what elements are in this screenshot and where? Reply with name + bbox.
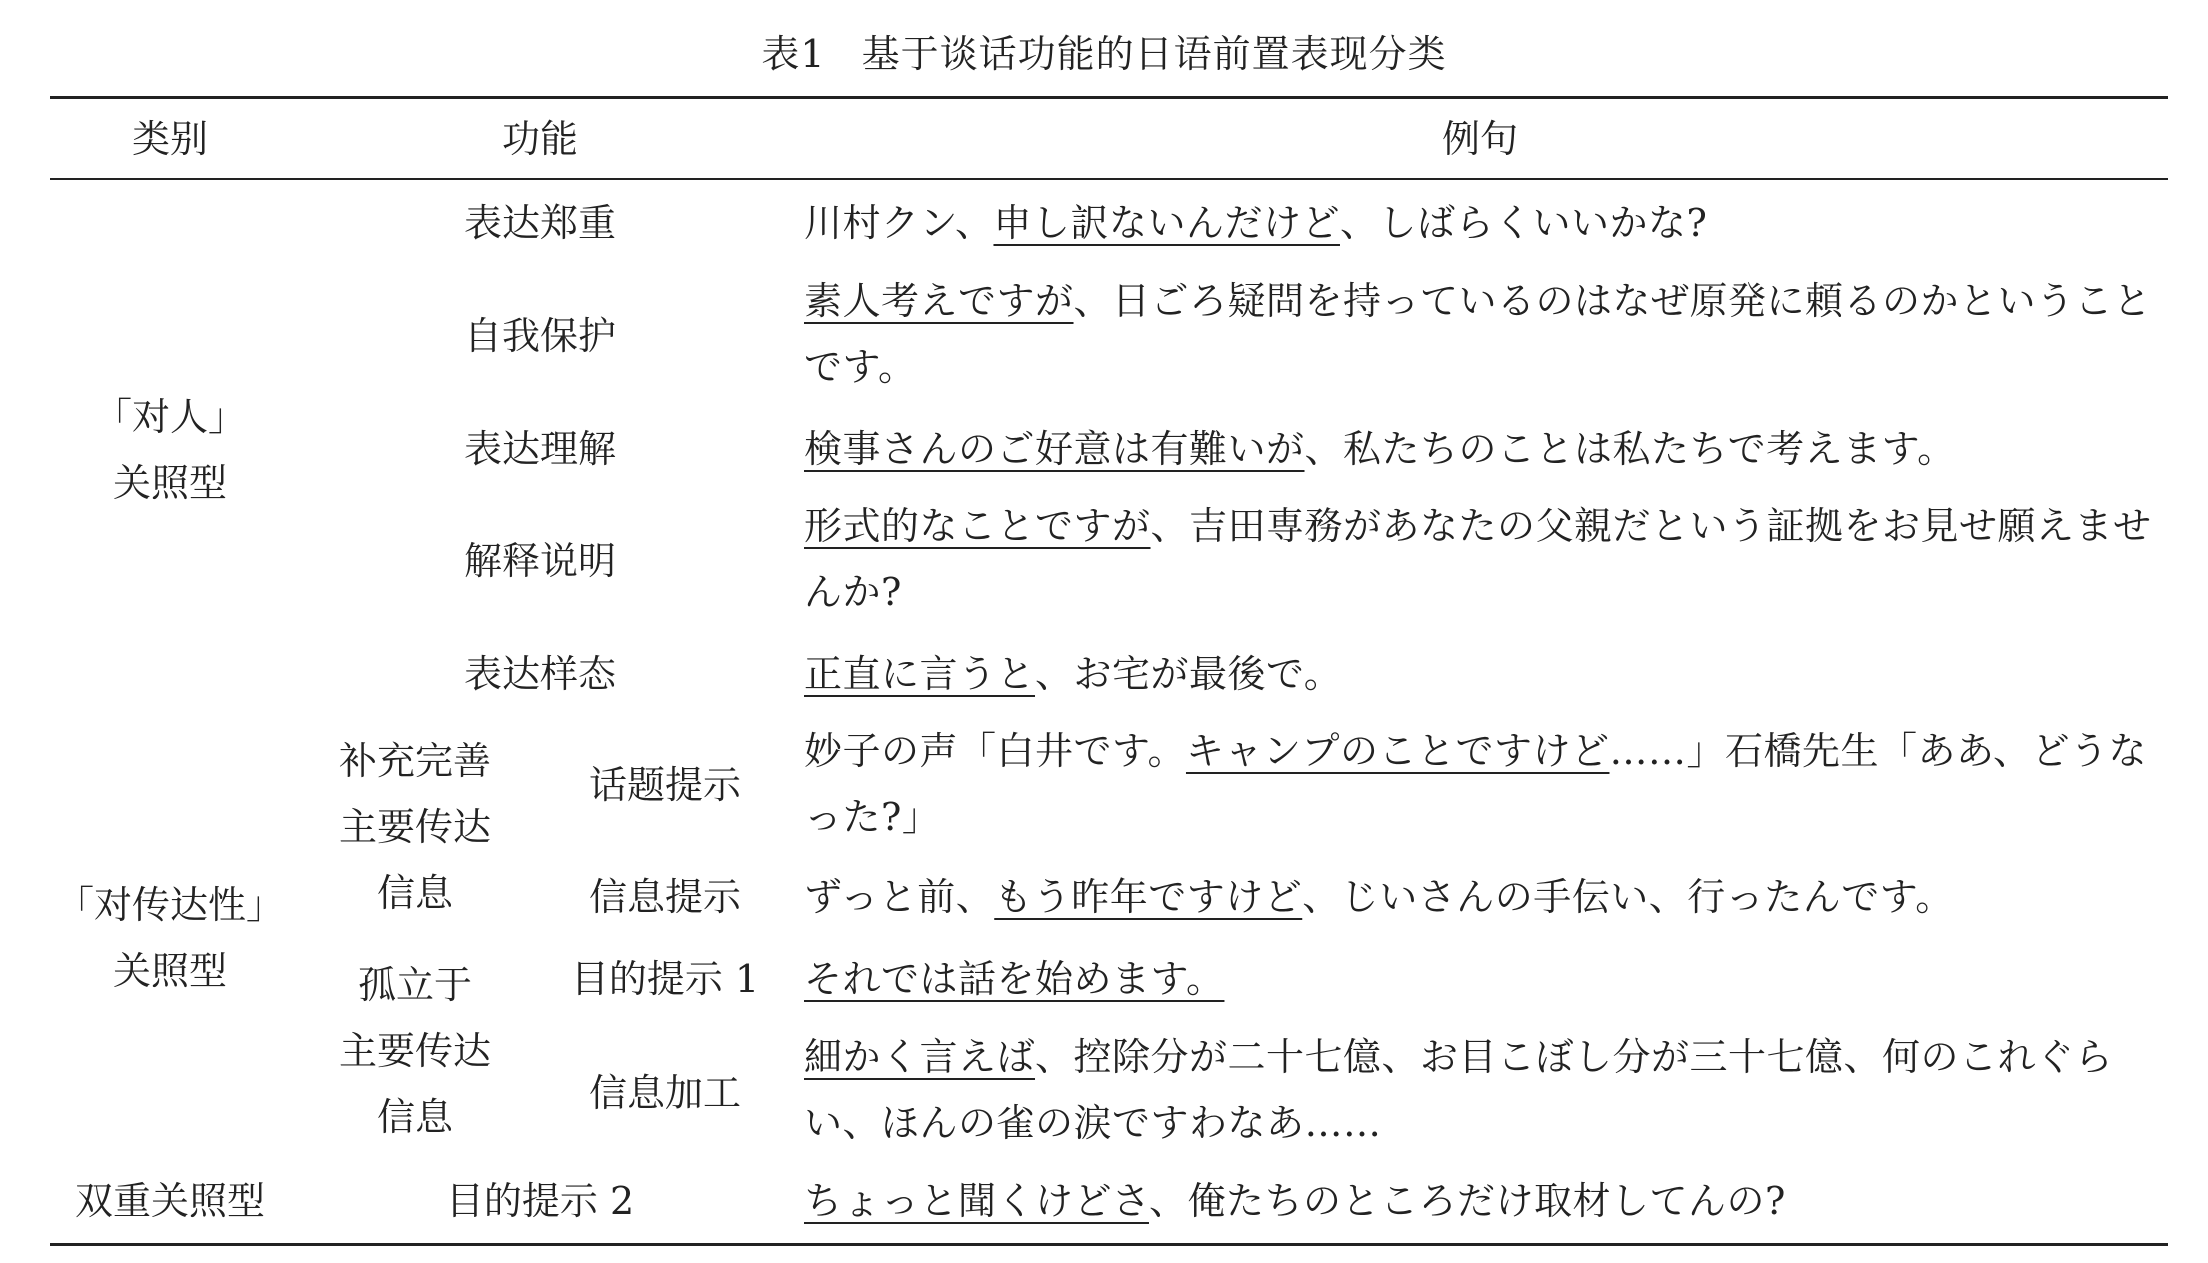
header-rule [50, 178, 2168, 180]
example-row-2 [804, 268, 2160, 400]
example-post: 、吉田専務があなたの父親だという証拠をお見せ願えませんか? [804, 504, 2152, 614]
example-pre: 妙子の声「白井です。 [804, 729, 1186, 773]
category-interpersonal-line2: 关照型 [112, 461, 227, 505]
example-underlined: キャンプのことですけど [1185, 729, 1610, 773]
example-row-9 [804, 1024, 2160, 1156]
category-transmission-line2: 关照型 [112, 949, 227, 993]
example-underlined: 細かく言えば [804, 1035, 1036, 1079]
example-post: 、日ごろ疑問を持っているのはなぜ原発に頼るのかということです。 [804, 279, 2152, 389]
example-underlined: 申し訳ないんだけど [993, 201, 1340, 245]
example-underlined: もう昨年ですけど [994, 875, 1303, 919]
function-row-7: 信息提示 [588, 875, 741, 919]
example-row-6 [804, 718, 2160, 850]
function-row-5: 表达样态 [463, 652, 616, 696]
example-row-4 [804, 493, 2160, 625]
example-post: 、じいさんの手伝い、行ったんです。 [1302, 875, 1954, 919]
example-underlined: ちょっと聞くけどさ [804, 1179, 1149, 1223]
example-pre: 川村クン、 [804, 201, 994, 245]
caption-number: 表1 [761, 32, 826, 76]
example-post: 、控除分が二十七億、お目こぼし分が三十七億、何のこれぐらい、ほんの雀の涙ですわなあ…… [804, 1035, 2114, 1145]
function-row-6: 话题提示 [588, 763, 741, 807]
subfunction-isolated-line1: 孤立于 [357, 963, 472, 1007]
subfunction-isolated-line2: 主要传达 [338, 1029, 491, 1073]
category-transmission [50, 872, 290, 1004]
subfunction-supplement-line2: 主要传达 [338, 805, 491, 849]
function-row-1: 表达郑重 [463, 201, 616, 245]
example-row-1 [804, 190, 2160, 256]
caption-title: 基于谈话功能的日语前置表现分类 [861, 32, 1447, 76]
header-category: 类别 [131, 117, 208, 161]
function-row-2: 自我保护 [463, 314, 616, 358]
example-underlined: 検事さんのご好意は有難いが [804, 427, 1305, 471]
function-row-9: 信息加工 [588, 1071, 741, 1115]
example-underlined: それでは話を始めます。 [804, 957, 1225, 1001]
example-post: 、お宅が最後で。 [1035, 652, 1343, 696]
header-function: 功能 [501, 117, 578, 161]
subfunction-supplement-line3: 信息 [376, 871, 453, 915]
example-post: 、しばらくいいかな? [1339, 201, 1708, 245]
example-post: ……」石橋先生「ああ、どうなった?」 [804, 729, 2147, 839]
category-interpersonal-line1: 「对人」 [93, 395, 246, 439]
example-underlined: 形式的なことですが [804, 504, 1151, 548]
example-underlined: 素人考えですが [804, 279, 1074, 323]
function-row-8: 目的提示 1 [570, 957, 760, 1001]
subfunction-isolated-line3: 信息 [376, 1095, 453, 1139]
function-row-10: 目的提示 2 [445, 1179, 635, 1223]
subfunction-supplement-line1: 补充完善 [338, 739, 491, 783]
top-rule [50, 96, 2168, 99]
function-row-3: 表达理解 [463, 427, 616, 471]
example-post: 、私たちのことは私たちで考えます。 [1304, 427, 1956, 471]
category-interpersonal [50, 384, 290, 516]
example-post: 、俺たちのところだけ取材してんの? [1148, 1179, 1786, 1223]
category-dual: 双重关照型 [74, 1179, 265, 1223]
example-row-5 [804, 641, 2160, 707]
header-example: 例句 [1441, 117, 1518, 161]
example-row-8 [804, 946, 2160, 1012]
example-row-10 [804, 1168, 2160, 1234]
table-caption [0, 28, 2208, 80]
example-pre: ずっと前、 [804, 875, 995, 919]
subfunction-isolated [290, 952, 540, 1150]
subfunction-supplement [290, 728, 540, 926]
category-transmission-line1: 「对传达性」 [55, 883, 284, 927]
example-row-3 [804, 416, 2160, 482]
example-underlined: 正直に言うと [804, 652, 1036, 696]
example-row-7 [804, 864, 2160, 930]
function-row-4: 解释说明 [463, 539, 616, 583]
bottom-rule [50, 1243, 2168, 1246]
